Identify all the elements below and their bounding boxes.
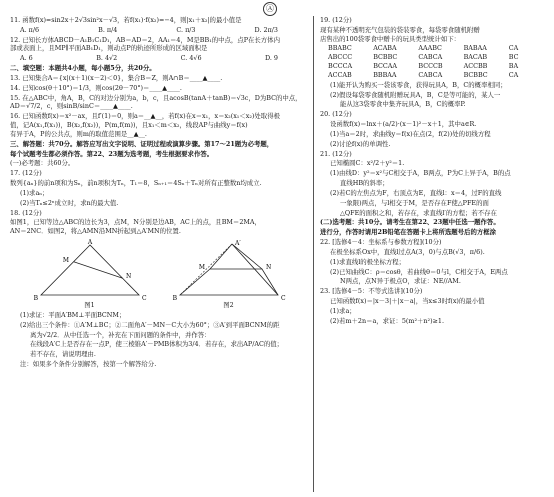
text-line: 有异于A，P的公共点，则m的取值范围是__▲__. <box>10 129 147 138</box>
text-block <box>320 258 554 267</box>
text-line: 22. [选修4－4：坐标系与参数方程](10分) <box>320 238 442 247</box>
text-block <box>10 84 308 93</box>
text-block <box>10 94 308 112</box>
text-line: 已知椭圆C：x²/2＋y²＝1. <box>330 159 405 168</box>
text-line: (2)假设每袋零食随机附赠玩具A，B，C是等可能的，某人一 <box>330 90 501 99</box>
text-line: 18. (12分) <box>10 208 42 217</box>
text-block <box>10 74 308 83</box>
table-cell: CA <box>508 44 519 53</box>
text-line: AD＝√7/2，c，则sinB/sinC＝____▲____. <box>10 102 133 111</box>
answer-choice: B. 4√2 <box>96 54 118 63</box>
table-cell: BCCCA <box>328 62 353 71</box>
text-line: 19. (12分) <box>320 16 352 24</box>
text-block <box>320 91 554 100</box>
text-line: (1)由线D：y²＝x²与C相交于A，B两点，P为C上异于A，B的点 <box>330 169 511 178</box>
text-block <box>10 199 308 208</box>
text-block <box>320 179 554 188</box>
text-block <box>320 189 554 198</box>
figure-1-equilateral-triangle <box>35 239 145 301</box>
text-block <box>320 130 554 139</box>
section-heading: (二)选考题：共10分。请考生在第22、23题中任选一题作答。 <box>320 218 500 227</box>
text-line: 数列{aₙ}的前n项和为Sₙ，前n项积为Tₙ，T₁＝8，Sₙ₊₁＝4Sₙ＋Tₙ对所有正整数n均成立. <box>10 179 262 188</box>
text-line: (2)已知曲线C：ρ＝cosθ，若曲线θ＝0与l，C相交于A，E两点 <box>330 267 508 276</box>
left-column <box>10 16 308 494</box>
text-block <box>320 277 554 286</box>
text-block <box>320 268 554 277</box>
text-line: 设函数f(x)＝lnx＋(a/2)·(x－1)²－x＋1，其中a∈R. <box>330 120 477 129</box>
section-heading: 进行分，作答时请用2B铅笔在答题卡上将所选题号后的方框涂 <box>320 228 497 237</box>
text-line: 17. (12分) <box>10 169 42 178</box>
text-block <box>320 16 554 25</box>
text-block <box>320 120 554 129</box>
text-block <box>10 321 308 330</box>
text-block <box>320 248 554 257</box>
text-block <box>10 36 308 54</box>
text-line: (2)若C的左焦点为F，右顶点为E，直线l：x＝4，过F的直线 <box>330 188 502 197</box>
answer-choice: C. 4√6 <box>180 54 202 63</box>
table-cell: CABCA <box>418 53 443 62</box>
text-block <box>10 159 308 168</box>
text-block <box>320 218 554 237</box>
text-block <box>320 150 554 159</box>
text-line: 一象限)两点，与l相交于M，是否存在F使△PFE的面 <box>340 198 489 207</box>
text-line: (2)当Tₙ≤2ⁿ成立时，求n的最大值. <box>20 198 119 207</box>
figure-2-folded-triangle <box>174 239 284 301</box>
answer-choice: C. π/3 <box>176 25 196 34</box>
figures-row <box>10 237 308 310</box>
text-block <box>320 140 554 149</box>
text-line: (1)求直线l的极坐标方程； <box>330 257 406 266</box>
answer-choice: D. 9 <box>264 54 278 63</box>
table-cell: CABCA <box>418 70 443 79</box>
text-block <box>320 100 554 109</box>
text-line: 16. 已知函数f(x)＝x²－ax，且f′(1)＝0，则a＝__▲__，若f(x)在x＝x₁，x＝x₂(x₁＜x₂)处取得极 <box>10 112 280 121</box>
table-cell: BBABC <box>328 44 352 53</box>
column-divider <box>313 16 314 492</box>
text-block <box>10 64 308 73</box>
table-cell: ACABA <box>373 44 397 53</box>
text-line: 20. (12分) <box>320 110 352 119</box>
right-column <box>320 16 554 494</box>
table-cell: BCCAA <box>373 62 398 71</box>
table-cell: BABAA <box>463 44 487 53</box>
text-block <box>10 54 308 63</box>
text-line: 现有某种不透明充气包装的袋装零食，每袋零食随机附赠 <box>320 25 480 34</box>
answer-choice: D. 2π/3 <box>254 25 278 34</box>
fig2-label-b: B <box>172 295 177 303</box>
text-line: 15. 在△ABC中，角A，B，C的对边分别为a，b，c，且acosB(tanA＋tanB)＝√3c，D为BC的中点， <box>10 93 302 102</box>
text-block <box>10 218 308 236</box>
answer-choice: A. π/6 <box>20 25 40 34</box>
text-line: 离为√2/2．从中任选一个，补充在下面问题的条件中，并作答： <box>30 330 211 339</box>
table-cell: BCBBC <box>373 53 398 62</box>
text-line: 店售出的100袋零食中赠卡的玩具类型统计如下： <box>320 34 461 43</box>
text-line: (一)必考题：共60分。 <box>10 159 75 168</box>
text-block <box>10 140 308 159</box>
fig1-label-n: N <box>125 273 131 281</box>
text-line: 在极坐标系Ox中，直线l过点A(3，0)与点B(√3，π/6). <box>330 247 485 256</box>
table-cell: ABCCC <box>328 53 353 62</box>
table-cell: AAABC <box>418 44 442 53</box>
figure-2 <box>174 239 284 310</box>
text-block <box>10 360 308 369</box>
fig2-label-a-prime: A′ <box>234 240 241 248</box>
text-line: 注：如果多个条件分别解答，按第一个解答给分. <box>20 360 157 369</box>
text-line: (1)能开认为购买一袋该零食，获得玩具A，B，C的概率相同； <box>330 80 507 89</box>
text-block <box>10 189 308 198</box>
figure-1 <box>35 239 145 310</box>
text-block <box>320 169 554 178</box>
fig1-label-a: A <box>87 239 92 247</box>
text-line: (1)求a； <box>330 306 356 315</box>
text-block <box>10 179 308 188</box>
text-block <box>320 199 554 208</box>
text-block <box>10 350 308 359</box>
table-cell: BBBAA <box>373 70 397 79</box>
text-block <box>320 26 554 44</box>
text-block <box>320 209 554 218</box>
text-block <box>10 16 308 25</box>
fig2-label-m: M <box>198 264 205 272</box>
table-cell: BCCCB <box>418 62 443 71</box>
text-block <box>10 331 308 340</box>
text-block <box>320 307 554 316</box>
text-line: △QFE的面积之和，若存在，求直线l′的方程；若不存在 <box>340 208 497 217</box>
table-cell: BACAB <box>463 53 488 62</box>
text-line: 11. 函数f(x)=sin2x＋2√3sin²x－√3，若f(x₁)·f(x₂)=−4，则|x₁＋x₂|的最小值是 <box>10 16 242 24</box>
toy-type-table <box>320 44 554 79</box>
figure-2-caption: 图2 <box>223 301 234 310</box>
text-line: 如图1，已知等边△ABC的边长为3，点M，N分别是边AB，AC上的点，且BM＝2MA， <box>10 218 261 227</box>
text-block <box>320 159 554 168</box>
text-line: (2)讨论f(x)的单调性. <box>330 139 391 148</box>
text-line: (1)求aₙ； <box>20 188 49 197</box>
figure-1-caption: 图1 <box>84 301 95 310</box>
fig2-label-n: N <box>265 264 271 272</box>
table-cell: BC <box>508 53 519 62</box>
text-line: 在线段A′C上是否存在一点P，使三棱锥A′－PMB体积为3/4．若存在，求出AP/AC的值； <box>30 340 284 349</box>
text-block <box>320 238 554 247</box>
text-block <box>320 81 554 90</box>
text-line: 值，记A(x₁,f(x₁))，B(x₂,f(x₂))，P(m,f(m))，且x₁＜m＜x₂，线段AP与曲线y＝f(x) <box>10 121 248 130</box>
answer-choices <box>10 54 308 63</box>
text-block <box>10 169 308 178</box>
answer-choices <box>10 26 308 35</box>
text-line: AN＝2NC．如图2，将△AMN沿MN折起到△A′MN的位置. <box>10 227 181 236</box>
fig2-label-c: C <box>280 295 286 303</box>
text-line: (2)给出三个条件：①A′M⊥BC；②二面角A′－MN－C大小为60°；③A′到平面BCNM的距 <box>20 320 280 329</box>
text-block <box>10 237 308 310</box>
fig1-label-b: B <box>33 295 38 303</box>
text-line: N两点，点N异于极点O，求证：NE//AM. <box>340 277 461 286</box>
text-line: 直线HB的斜率； <box>340 179 389 188</box>
page-marker-circle-a: Ⓐ <box>263 2 277 16</box>
text-block <box>10 112 308 138</box>
section-heading: 三、解答题：共70分。解答应写出文字说明、证明过程或演算步骤。第17～21题为必考题， <box>10 139 274 148</box>
text-block <box>320 110 554 119</box>
answer-choice: A. 6 <box>20 54 33 63</box>
table-cell: CA <box>508 70 519 79</box>
text-line: 12. 已知长方体ABCD－A₁B₁C₁D₁，AB＝AD＝2，AA₁＝4，M是BB₁的中点，点P在长方体内 <box>10 35 280 44</box>
text-block <box>320 287 554 296</box>
table-cell: BA <box>508 62 519 71</box>
table-cell: BCBBC <box>463 70 488 79</box>
text-line: 已知函数f(x)＝|x－3|＋|x－a|，当x≤3时f(x)的最小值 <box>330 297 485 306</box>
section-heading: 每个试题考生都必须作答。第22、23题为选考题，考生根据要求作答。 <box>10 149 214 158</box>
text-block <box>10 209 308 218</box>
text-line: 部或表面上，且MP∥平面AB₁D₁，则动点P的轨迹所形成的区域面积是 <box>10 44 208 53</box>
answer-choice: B. π/4 <box>98 25 118 34</box>
text-line: (1)求证：平面A′BM⊥平面BCNM； <box>20 310 126 319</box>
table-cell: ACCBB <box>463 62 488 71</box>
text-line: 23. [选修4－5：不等式选讲](10分) <box>320 287 423 296</box>
text-line: (1)当a＝2时，求曲线y＝f(x)在点(2，f(2))处的切线方程 <box>330 129 491 138</box>
table-cell: ACCAB <box>328 70 352 79</box>
text-line: (2)若m＋2n＝a，求证：5(m²＋n²)≥1. <box>330 316 445 325</box>
section-heading: 二、填空题：本题共4小题，每小题5分，共20分。 <box>10 64 156 73</box>
text-block <box>320 297 554 306</box>
fig1-label-c: C <box>141 295 147 303</box>
text-line: 若不存在，请说明理由. <box>30 350 96 359</box>
text-block <box>320 317 554 326</box>
text-line: 21. (12分) <box>320 149 352 158</box>
text-line: 14. 已知cos(θ＋10°)＝1/3，则cos(2θ－70°)＝____▲____. <box>10 83 182 92</box>
text-block <box>10 311 308 320</box>
text-line: 能从这3袋零食中集齐玩具A，B，C的概率P. <box>340 100 466 109</box>
fig1-label-m: M <box>62 257 69 265</box>
text-block <box>10 26 308 35</box>
text-block <box>10 340 308 349</box>
text-line: 13. 已知集合A＝{x|(x＋1)(x－2)＜0}，集合B＝Z，则A∩B＝____▲____. <box>10 73 223 82</box>
